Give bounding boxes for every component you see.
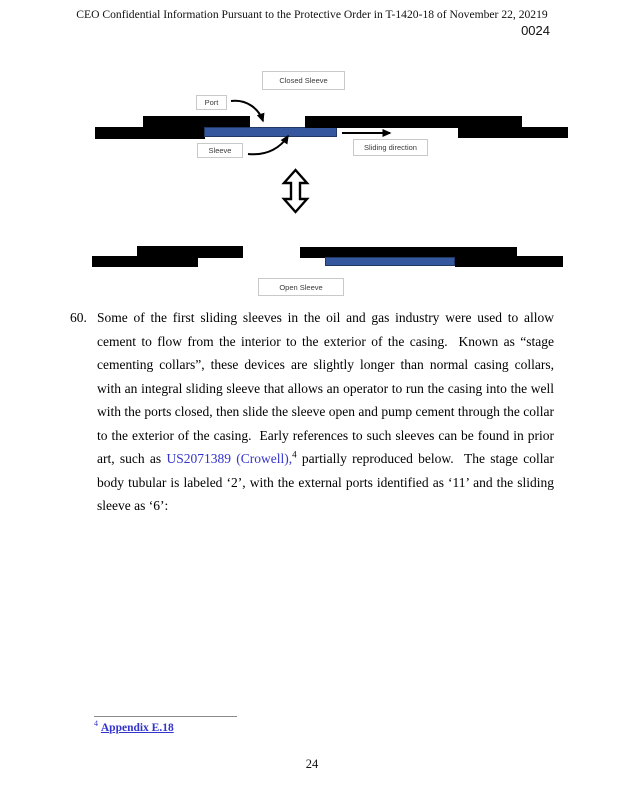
open-sleeve-label: Open Sleeve [258,278,344,296]
paragraph-60 [70,306,558,518]
up-down-arrow-icon [284,170,307,212]
port-label: Port [196,95,227,110]
sleeve-pointer-arrow [248,136,288,154]
footnote-separator [94,716,237,717]
open-casing-upper-left-bar [137,246,243,258]
sliding-direction-label: Sliding direction [353,139,428,156]
paragraph-number: 60. [70,310,87,325]
page-number: 24 [305,757,319,771]
footnote-marker: 4 [94,719,98,729]
open-sleeve-blue-bar [325,257,455,266]
paragraph-text-after-link: partially reproduced below. The stage collar body tubular is labeled ‘2’, with the external ports identified as ‘11’ and the sliding sleeve as ‘6’: [97,451,558,513]
footnote-reference: 4 [292,449,297,460]
patent-link[interactable]: US2071389 (Crowell), [166,451,293,466]
closed-casing-lower-right-bar [458,127,568,138]
bates-number: 0024 [521,23,550,38]
open-casing-lower-right-bar [455,256,563,267]
paragraph-text-before-link: Some of the first sliding sleeves in the oil and gas industry were used to allow cement to flow from the interior to the exterior of the casing. Known as “stage cementing collars”, these devices are slightly longer than normal casing collars, with an integral sliding sleeve that allows an operator to run the casing into the well with the ports closed, then slide the sleeve open and pump cement through the collar to the exterior of the casing. Early references to such sleeves can be found in prior art, such as [97,310,558,466]
sleeve-label: Sleeve [197,143,243,158]
footnote [94,719,174,734]
closed-sleeve-label: Closed Sleeve [262,71,345,90]
closed-casing-lower-left-bar [95,127,205,139]
closed-sleeve-blue-bar [204,127,337,137]
footnote-appendix-link[interactable]: Appendix E.18 [100,722,174,734]
confidentiality-header: CEO Confidential Information Pursuant to the Protective Order in T-1420-18 of November 22, 20219 [76,8,548,21]
paragraph-body [97,306,558,518]
